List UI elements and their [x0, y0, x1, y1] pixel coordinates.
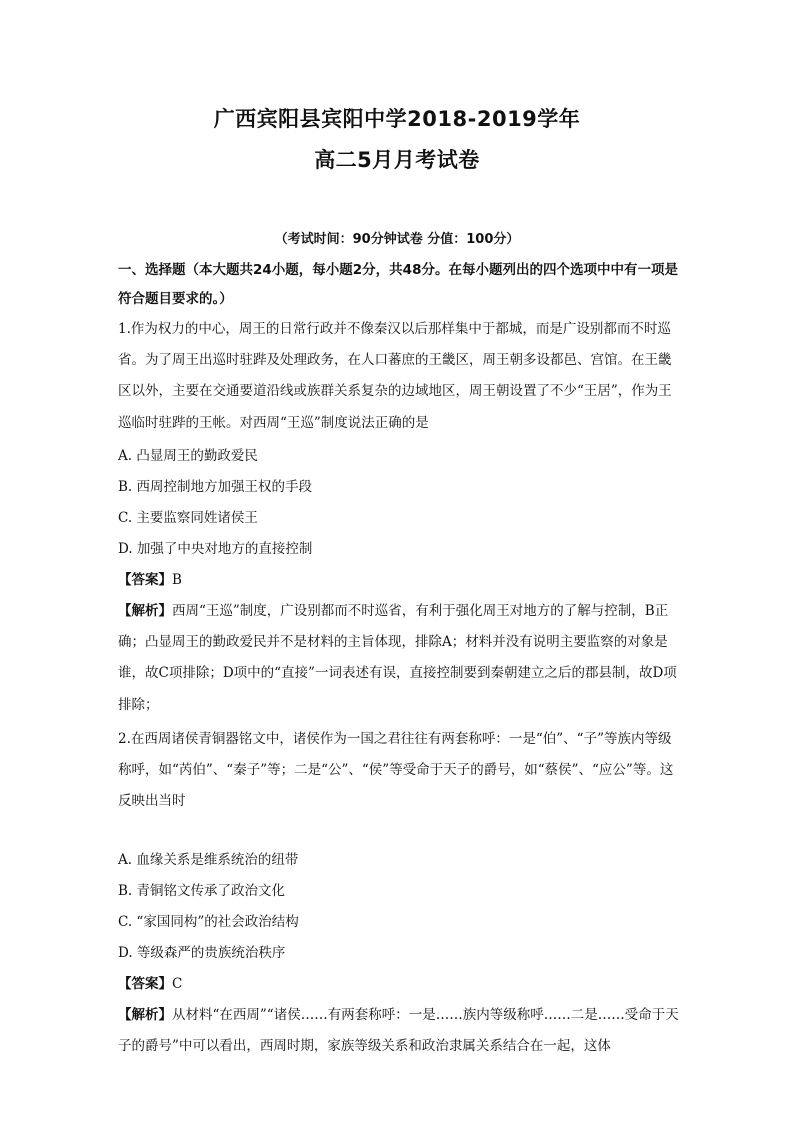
exam-meta: （考试时间：90分钟试卷 分值：100分） — [274, 232, 520, 247]
answer-label: 【答案】 — [118, 572, 172, 588]
question-1-option-b: B. 西周控制地方加强王权的手段 — [118, 479, 313, 495]
question-1-answer — [118, 570, 182, 590]
question-2-answer — [118, 974, 182, 994]
question-2-option-a: A. 血缘关系是维系统治的纽带 — [118, 852, 299, 868]
question-1-option-c: C. 主要监察同姓诸侯王 — [118, 510, 258, 526]
answer-value: C — [172, 976, 183, 992]
question-2-option-c: C. “家国同构”的社会政治结构 — [118, 914, 299, 930]
question-1-stem: 1.作为权力的中心，周王的日常行政并不像秦汉以后那样集中于都城，而是广设别都而不时巡省。为了周王出巡时驻跸及处理政务，在人口蕃庶的王畿区，周王朝多设都邑、宫馆。在王畿区以外，主要在交通要道沿线或族群关系复杂的边域地区，周王朝设置了不少“王居”，作为王巡临时驻跸的王帐。对西周“王巡”制度说法正确的是 — [118, 321, 672, 431]
analysis-text: 西周“王巡”制度，广设别都而不时巡省，有利于强化周王对地方的了解与控制，B正确；凸显周王的勤政爱民并不是材料的主旨体现，排除A；材料并没有说明主要监察的对象是谁，故C项排除；D项中的“直接”一词表述有误，直接控制要到秦朝建立之后的郡县制，故D项排除； — [118, 603, 677, 713]
question-2-analysis — [118, 1000, 680, 1062]
answer-label: 【答案】 — [118, 976, 172, 992]
section-heading: 一、选择题（本大题共24小题，每小题2分，共48分。在每小题列出的四个选项中中有一项是符合题目要求的。） — [118, 262, 678, 307]
question-1-option-d: D. 加强了中央对地方的直接控制 — [118, 541, 313, 557]
question-2-stem: 2.在西周诸侯青铜器铭文中，诸侯作为一国之君往往有两套称呼：一是“伯”、“子”等族内等级称呼，如“芮伯”、“秦子”等；二是“公”、“侯”等受命于天子的爵号，如“蔡侯”、“应公”等。这反映出当时 — [118, 731, 674, 810]
question-2-option-b: B. 青铜铭文传承了政治文化 — [118, 883, 286, 899]
question-2-option-d: D. 等级森严的贵族统治秩序 — [118, 945, 286, 961]
document-title: 广西宾阳县宾阳中学2018-2019学年 — [213, 107, 581, 131]
analysis-label: 【解析】 — [118, 1007, 172, 1023]
question-1-option-a: A. 凸显周王的勤政爱民 — [118, 448, 258, 464]
analysis-label: 【解析】 — [118, 603, 172, 619]
document-subtitle: 高二5月月考试卷 — [314, 148, 480, 172]
analysis-text: 从材料“在西周”“诸侯……有两套称呼：一是……族内等级称呼……二是……受命于天子的爵号”中可以看出，西周时期，家族等级关系和政治隶属关系结合在一起，这体 — [118, 1007, 679, 1055]
answer-value: B — [172, 572, 182, 588]
question-1-analysis — [118, 596, 680, 721]
